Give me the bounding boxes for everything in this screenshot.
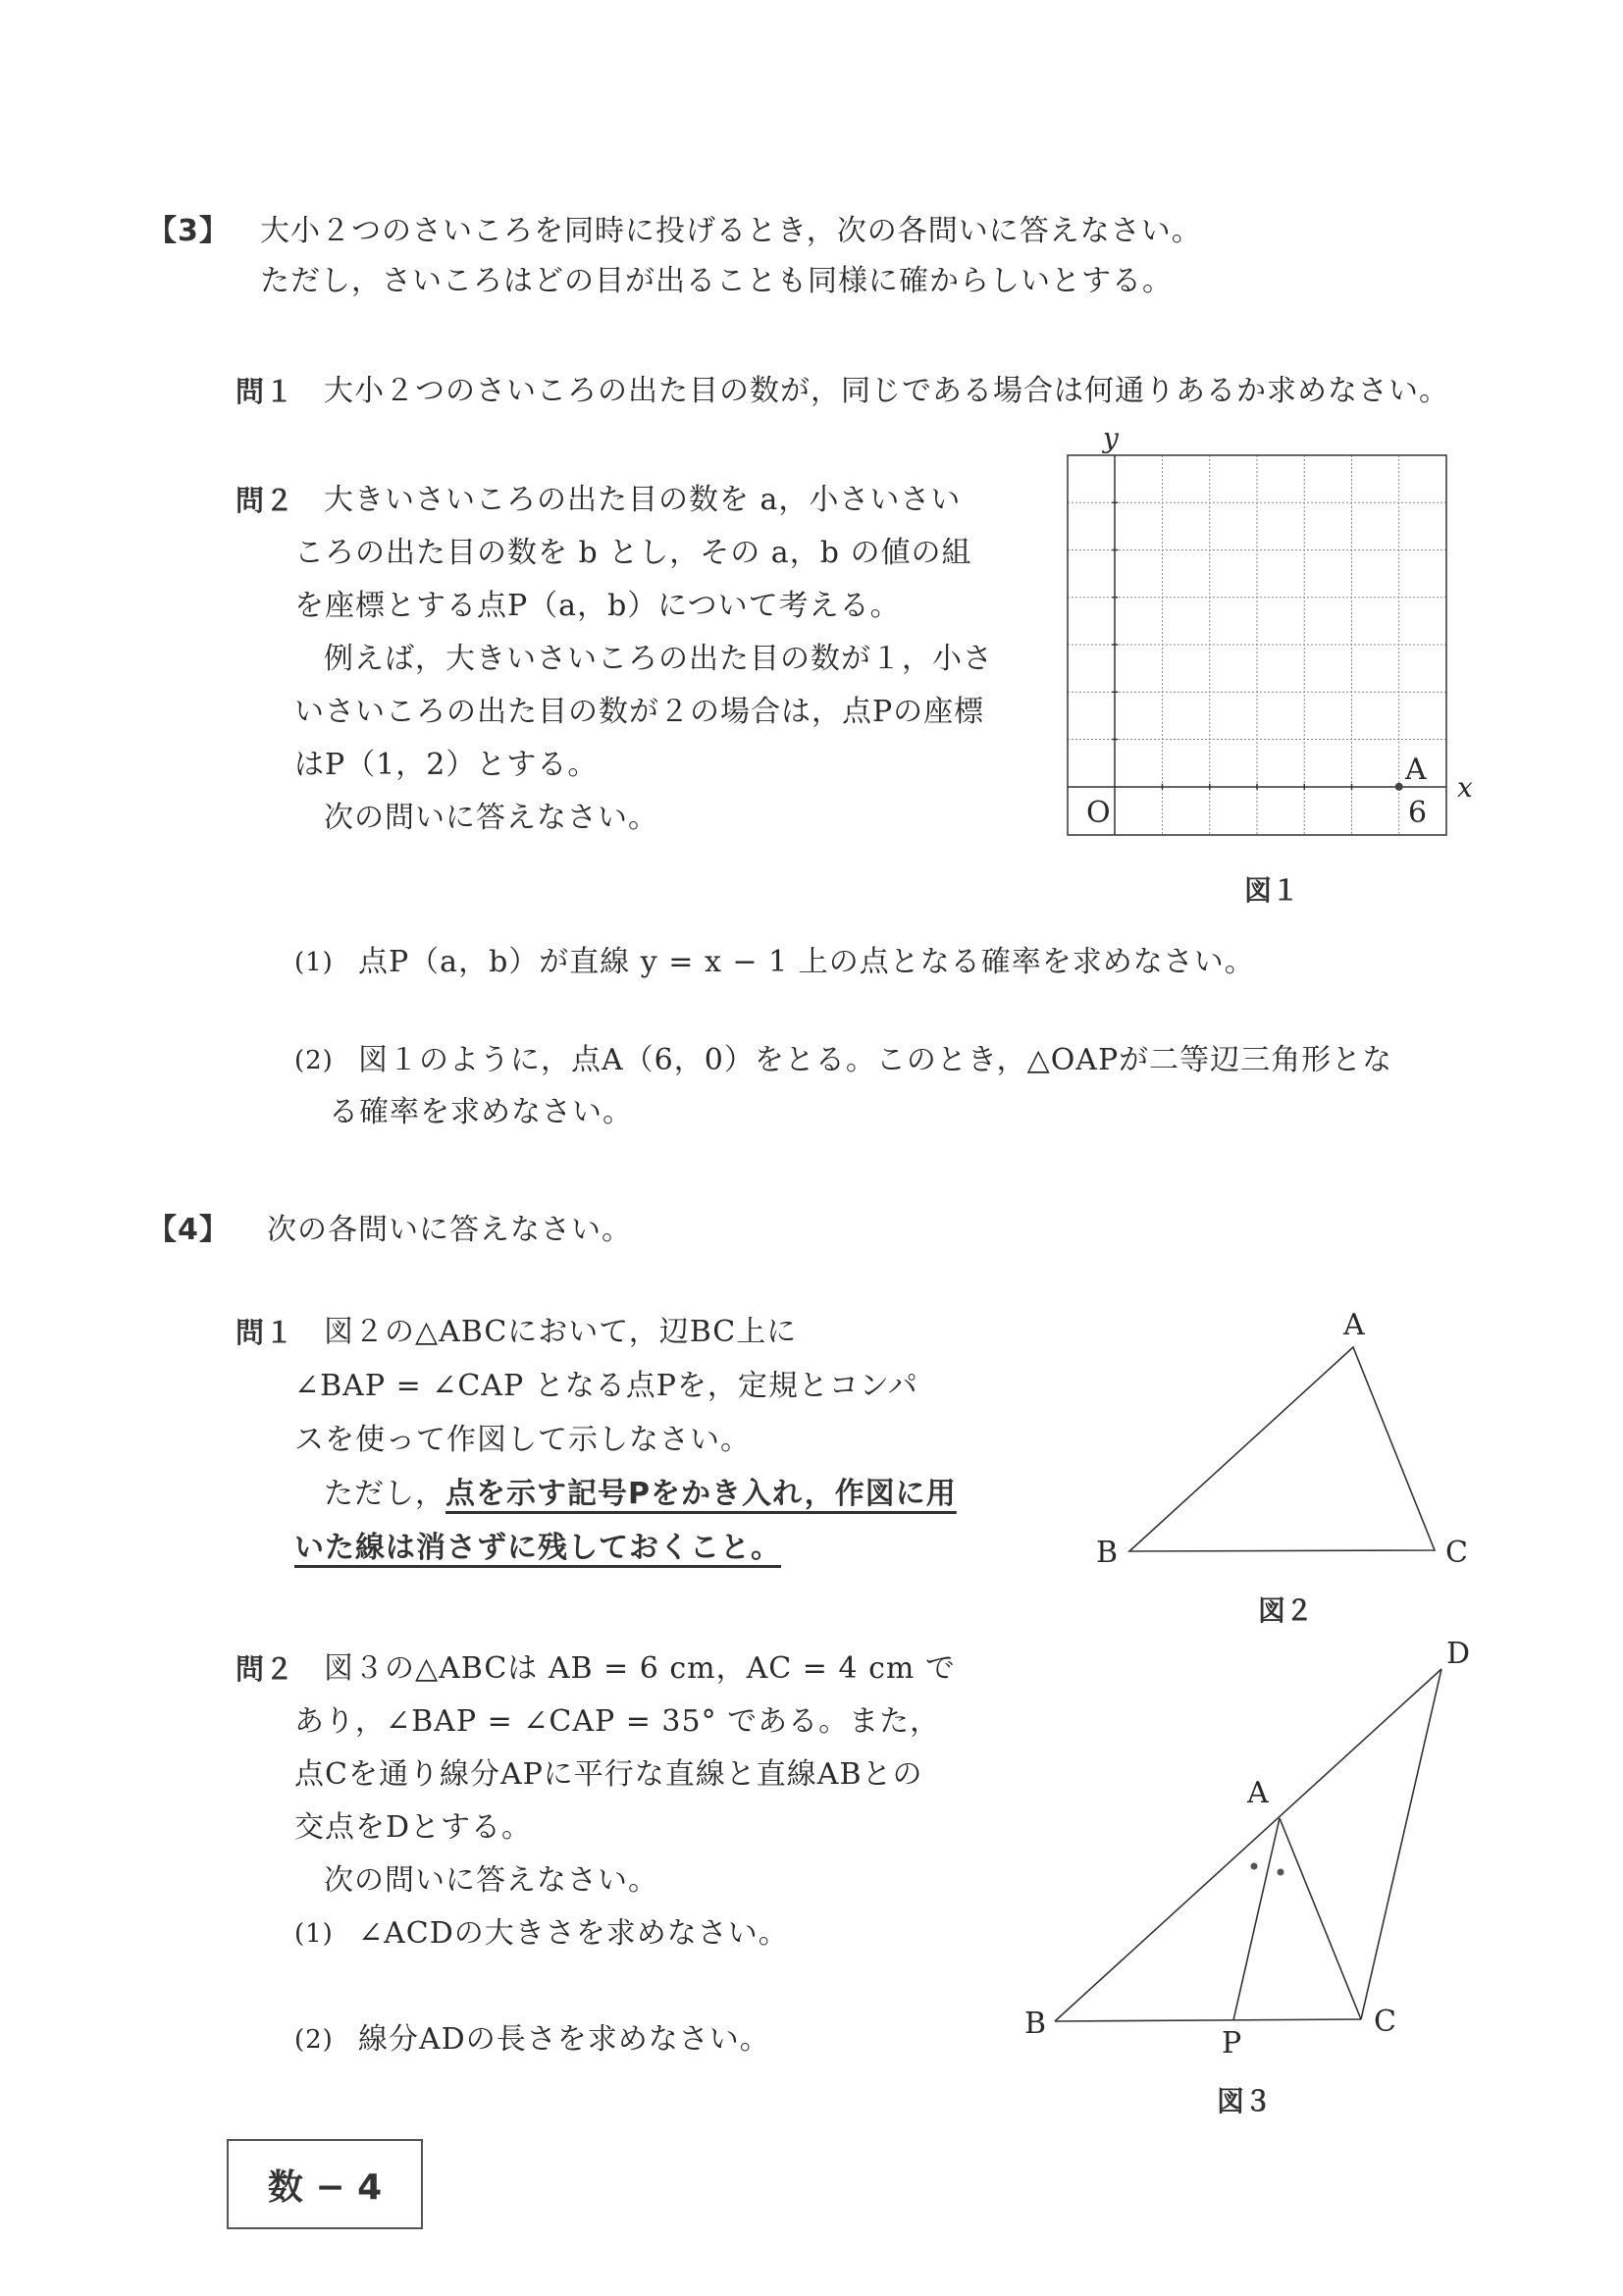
section-4-q2-sub1-text: ∠ACDの大きさを求めなさい。 [358, 1916, 789, 1951]
y-axis-label: y [1103, 422, 1119, 454]
section-3-q2-line-2: ころの出た目の数を b とし，その a，b の値の組 [294, 536, 972, 570]
grid-lines [1068, 455, 1446, 834]
section-3-number: 【3】 [147, 214, 230, 248]
line-bd [1055, 1669, 1441, 2021]
section-3-q2-line-3: を座標とする点P（a，b）について考える。 [294, 589, 901, 623]
page-number-box [227, 2139, 423, 2229]
figure-3-caption: 図３ [1217, 2085, 1273, 2117]
section-4-number: 【4】 [147, 1213, 230, 1247]
section-3-q2-sub2-line-1: 図１のように，点A（6，0）をとる。このとき，△OAPが二等辺三角形とな [358, 1043, 1393, 1077]
section-4-q2-line-5: 次の問いに答えなさい。 [324, 1863, 658, 1898]
section-3-q2-line-6: はP（1，2）とする。 [294, 748, 599, 782]
section-4-q2-label: 問２ [236, 1652, 295, 1686]
vertex-a-label: A [1343, 1308, 1365, 1342]
section-3-q2-line-1: 大きいさいころの出た目の数を a，小さいさい [324, 483, 962, 517]
origin-label: O [1086, 796, 1111, 830]
section-4-q2-line-4: 交点をDとする。 [294, 1810, 533, 1845]
section-3-q2-sub2-line-2: る確率を求めなさい。 [329, 1095, 633, 1129]
point-p-label: P [1222, 2026, 1242, 2061]
section-3-q1-label: 問１ [236, 375, 295, 408]
segment-bc [1055, 2019, 1361, 2021]
section-4-q2-line-3: 点Cを通り線分APに平行な直線と直線ABとの [294, 1757, 923, 1792]
point-a-label: A [1405, 753, 1427, 787]
section-4-q1-line-3: スを使って作図して示しなさい。 [294, 1423, 751, 1457]
point-a-marker [1395, 783, 1403, 791]
section-4-q2-sub1-label: (1) [294, 1919, 334, 1949]
vertex-b-label: B [1024, 2007, 1047, 2041]
section-3-intro-line-2: ただし，さいころはどの目が出ることも同様に確からしいとする。 [260, 264, 1173, 298]
section-4-intro: 次の各問いに答えなさい。 [267, 1213, 632, 1247]
vertex-b-label: B [1096, 1536, 1119, 1570]
figure-2-caption: 図２ [1258, 1594, 1314, 1627]
figure-3-diagram [1011, 1629, 1501, 2100]
section-3-q2-sub1-text: 点P（a，b）が直線 y = x − 1 上の点となる確率を求めなさい。 [358, 945, 1255, 979]
x-axis-label: x [1457, 771, 1473, 804]
section-3-q2-sub1-label: (1) [294, 948, 334, 977]
segment-ap [1233, 1818, 1280, 2020]
figure-2-triangle [1060, 1285, 1492, 1609]
vertex-a-label: A [1247, 1776, 1269, 1810]
section-4-q1-line-1: 図２の△ABCにおいて，辺BC上に [324, 1315, 798, 1349]
note-prefix: ただし， [324, 1477, 445, 1511]
triangle-abc [1129, 1347, 1435, 1551]
section-3-q2-line-7: 次の問いに答えなさい。 [324, 801, 658, 835]
note-underlined-2: いた線は消さずに残しておくこと。 [294, 1531, 781, 1565]
section-3-q1-text: 大小２つのさいころの出た目の数が，同じである場合は何通りあるか求めなさい。 [324, 374, 1449, 408]
section-4-q1-label: 問１ [236, 1316, 295, 1349]
section-4-q2-line-1: 図３の△ABCは AB = 6 cm，AC = 4 cm で [324, 1651, 956, 1686]
section-4-q2-line-2: あり，∠BAP = ∠CAP = 35° である。また， [294, 1704, 941, 1739]
section-4-q2-sub2-text: 線分ADの長さを求めなさい。 [358, 2022, 770, 2057]
vertex-c-label: C [1445, 1536, 1468, 1570]
section-3-intro-line-1: 大小２つのさいころを同時に投げるとき，次の各問いに答えなさい。 [260, 214, 1202, 248]
section-4-q1-note-line-1 [324, 1466, 957, 1523]
segment-cd [1361, 1669, 1441, 2019]
x-tick-label-6: 6 [1408, 796, 1428, 830]
section-3-q2-sub2-label: (2) [294, 1046, 334, 1075]
section-4-q2-sub2-label: (2) [294, 2025, 334, 2055]
figure-1-caption: 図１ [1244, 874, 1300, 907]
section-4-q1-line-2: ∠BAP = ∠CAP となる点Pを，定規とコンパ [294, 1369, 918, 1403]
page-number-label: 数 − 4 [267, 2166, 383, 2208]
section-4-q1-note-line-2 [294, 1520, 781, 1577]
note-underlined-1: 点を示す記号Pをかき入れ，作図に用 [445, 1477, 957, 1511]
angle-mark-cap [1278, 1869, 1284, 1876]
segment-ac [1280, 1818, 1361, 2019]
axis-ticks [1112, 502, 1399, 790]
vertex-c-label: C [1374, 2005, 1396, 2039]
section-3-q2-line-5: いさいころの出た目の数が２の場合は，点Pの座標 [294, 695, 985, 729]
vertex-d-label: D [1446, 1637, 1471, 1671]
figure-1-grid [1060, 412, 1492, 922]
angle-mark-bap [1251, 1863, 1258, 1870]
section-3-q2-line-4: 例えば，大きいさいころの出た目の数が１，小さ [324, 642, 993, 676]
section-3-q2-label: 問２ [236, 484, 295, 517]
